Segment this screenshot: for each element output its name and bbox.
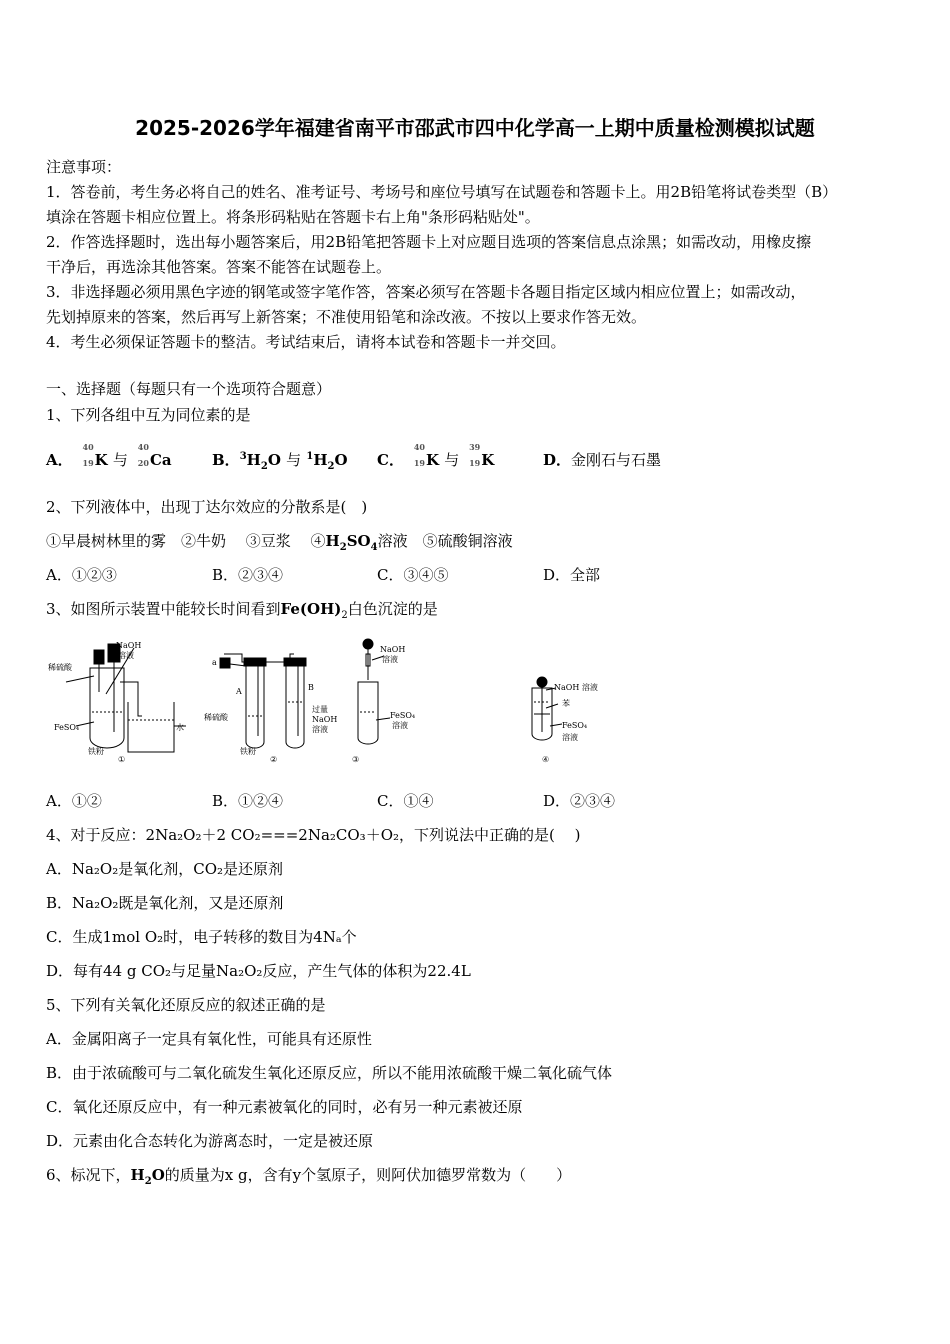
label-number-4: ④ [542, 755, 550, 764]
label-solution-3a: 溶液 [382, 655, 398, 664]
question-1-stem: 1、下列各组中互为同位素的是 [46, 406, 251, 424]
label-naoh-1: NaOH [116, 641, 142, 650]
label-feso4-3: FeSO₄ [390, 711, 416, 720]
q2-items: ①早晨树林里的雾 ②牛奶 ③豆浆 $④H_2SO_4$溶液 ⑤硫酸铜溶液 [46, 532, 513, 553]
label-iron-powder-2: 铁粉 [240, 747, 256, 756]
q1-option-d[interactable]: D．金刚石与石墨 [543, 451, 662, 469]
label-A: A [236, 687, 242, 696]
label-naoh-solution-1: 溶液 [118, 651, 134, 660]
apparatus-1 [66, 644, 186, 752]
label-water-1: 水 [176, 723, 184, 732]
page-title: 2025-2026学年福建省南平市邵武市四中化学高一上期中质量检测模拟试题 [135, 116, 815, 140]
question-6-stem: 6、标况下，$H_2O$的质量为x g，含有y个氢原子，则阿伏加德罗常数为（ ） [46, 1166, 572, 1187]
label-number-3: ③ [352, 755, 360, 764]
q3-option-b[interactable]: B．①②④ [212, 792, 284, 810]
label-naoh-solution-4: NaOH 溶液 [554, 683, 598, 692]
label-dilute-acid-2: 稀硫酸 [204, 713, 228, 722]
q5-option-d[interactable]: D．元素由化合态转化为游离态时，一定是被还原 [46, 1132, 374, 1150]
q2-option-c[interactable]: C．③④⑤ [377, 566, 449, 584]
q3-option-d[interactable]: D．②③④ [543, 792, 616, 810]
q2-option-a[interactable]: A．①②③ [46, 566, 117, 584]
label-number-1: ① [118, 755, 126, 764]
q5-option-c[interactable]: C．氧化还原反应中，有一种元素被氧化的同时，必有另一种元素被还原 [46, 1098, 523, 1116]
section-heading: 一、选择题（每题只有一个选项符合题意） [46, 380, 332, 398]
notice-line: 1．答卷前，考生务必将自己的姓名、准考证号、考场号和座位号填写在试题卷和答题卡上。用2B铅笔将试卷类型（B） [46, 183, 838, 201]
label-solution-4: 溶液 [562, 733, 578, 742]
notice-line: 3．非选择题必须用黑色字迹的钢笔或签字笔作答，答案必须写在答题卡各题目指定区域内相应位置上；如需改动， [46, 283, 806, 301]
notice-line: 先划掉原来的答案，然后再写上新答案；不准使用铅笔和涂改液。不按以上要求作答无效。 [46, 308, 647, 326]
label-feso4-1: FeSO₄ [54, 723, 80, 732]
notice-line: 干净后，再选涂其他答案。答案不能答在试题卷上。 [46, 258, 392, 276]
q1-option-a[interactable]: A． 40 19 K 与 40 20 Ca [46, 442, 172, 469]
label-iron-powder-1: 铁粉 [88, 747, 104, 756]
label-a: a [212, 658, 217, 667]
question-3-stem: 3、如图所示装置中能较长时间看到$Fe(OH)_2$白色沉淀的是 [46, 600, 438, 621]
notice-heading: 注意事项： [46, 158, 122, 176]
label-naoh-2: NaOH [312, 715, 338, 724]
question-2-stem: 2、下列液体中，出现丁达尔效应的分散系是( ) [46, 498, 368, 516]
question-5-stem: 5、下列有关氧化还原反应的叙述正确的是 [46, 996, 326, 1014]
q1-option-c[interactable]: C． 40 19 K 与 39 19 K [377, 442, 495, 469]
q4-option-a[interactable]: A．Na₂O₂是氧化剂，CO₂是还原剂 [46, 860, 284, 878]
label-number-2: ② [270, 755, 278, 764]
q2-option-d[interactable]: D．全部 [543, 566, 601, 584]
question-4-stem: 4、对于反应：2Na₂O₂＋2 CO₂===2Na₂CO₃＋O₂，下列说法中正确的是( ) [46, 826, 581, 844]
notice-line: 填涂在答题卡相应位置上。将条形码粘贴在答题卡右上角"条形码粘贴处"。 [46, 208, 540, 226]
notice-line: 4．考生必须保证答题卡的整洁。考试结束后，请将本试卷和答题卡一并交回。 [46, 333, 566, 351]
label-naoh-3: NaOH [380, 645, 406, 654]
q4-option-d[interactable]: D．每有44 g CO₂与足量Na₂O₂反应，产生气体的体积为22.4L [46, 962, 471, 980]
q4-option-b[interactable]: B．Na₂O₂既是氧化剂，又是还原剂 [46, 894, 284, 912]
apparatus-2 [220, 654, 306, 748]
q4-option-c[interactable]: C．生成1mol O₂时，电子转移的数目为4Nₐ个 [46, 928, 357, 946]
label-B: B [308, 683, 314, 692]
label-excess: 过量 [312, 705, 328, 714]
label-dilute-acid-1: 稀硫酸 [48, 663, 72, 672]
apparatus-figure [46, 632, 626, 772]
label-benzene: 苯 [562, 699, 570, 708]
q3-option-c[interactable]: C．①④ [377, 792, 434, 810]
q2-option-b[interactable]: B．②③④ [212, 566, 284, 584]
notice-line: 2．作答选择题时，选出每小题答案后，用2B铅笔把答题卡上对应题目选项的答案信息点涂黑；如需改动，用橡皮擦 [46, 233, 812, 251]
label-feso4-4: FeSO₄ [562, 721, 588, 730]
q5-option-b[interactable]: B．由于浓硫酸可与二氧化硫发生氧化还原反应，所以不能用浓硫酸干燥二氧化硫气体 [46, 1064, 613, 1082]
label-solution-3b: 溶液 [392, 721, 408, 730]
q3-option-a[interactable]: A．①② [46, 792, 102, 810]
label-solution-2: 溶液 [312, 725, 328, 734]
q1-option-b[interactable]: B．$^3H_2O$ 与 $^1H_2O$ [212, 451, 348, 472]
q5-option-a[interactable]: A．金属阳离子一定具有氧化性，可能具有还原性 [46, 1030, 372, 1048]
